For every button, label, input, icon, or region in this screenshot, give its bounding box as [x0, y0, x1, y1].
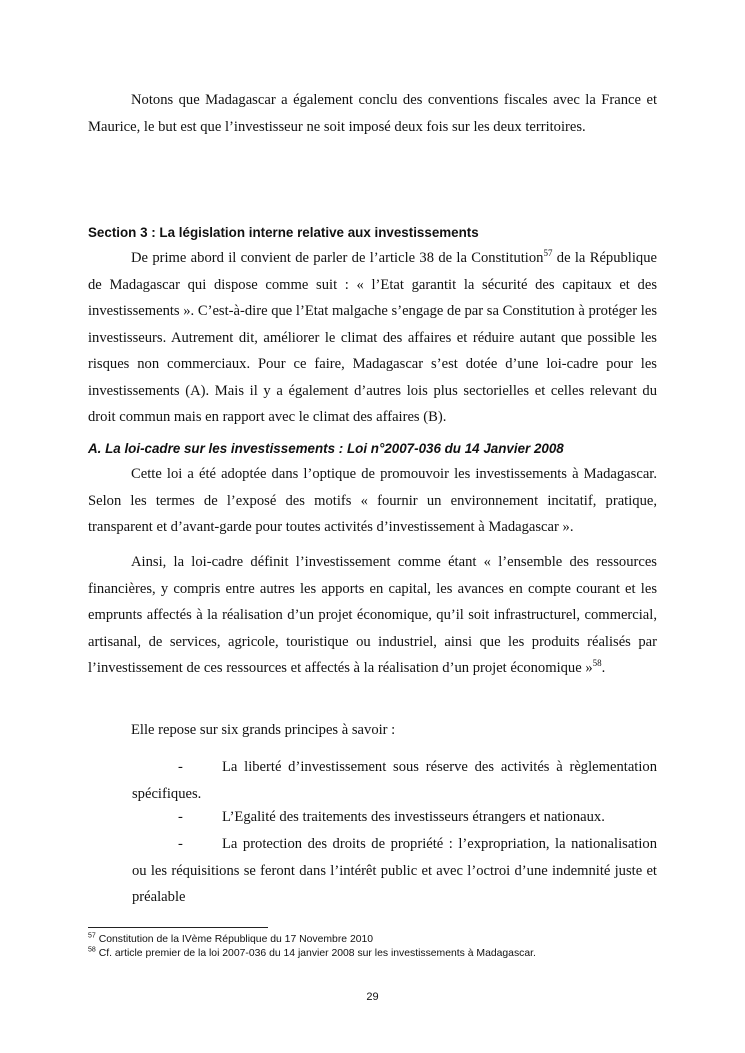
bullet-dash: - — [178, 809, 183, 825]
subsection-a-heading: A. La loi-cadre sur les investissements : Loi n°2007-036 du 14 Janvier 2008 — [88, 441, 564, 456]
paragraph-text: De prime abord il convient de parler de l’article 38 de la Constitution — [131, 250, 544, 266]
bullet-dash: - — [178, 836, 183, 852]
bullet-item-egalite — [132, 804, 657, 831]
footnote-58 — [88, 947, 688, 961]
paragraph-text: Notons que Madagascar a également conclu des conventions fiscales avec la France et Maurice, le but est que l’investisseur ne soit imposé deux fois sur les deux territoires. — [88, 92, 657, 135]
footnote-number: 58 — [88, 946, 96, 954]
paragraph-loi-adoptee — [88, 461, 657, 541]
paragraph-definition-investissement — [88, 549, 657, 682]
bullet-item-protection — [132, 831, 657, 911]
section-3-heading: Section 3 : La législation interne relative aux investissements — [88, 225, 479, 240]
footnote-divider — [88, 927, 268, 928]
paragraph-text: Elle repose sur six grands principes à savoir : — [131, 722, 396, 738]
paragraph-text: Cette loi a été adoptée dans l’optique de promouvoir les investissements à Madagascar. Selon les termes de l’exposé des motifs « fournir un environnement incitatif, pratique, transparent et d’avant-garde pour toutes activités d’investissement à Madagascar ». — [88, 466, 657, 535]
paragraph-conventions-fiscales — [88, 87, 657, 140]
paragraph-text: Ainsi, la loi-cadre définit l’investissement comme étant « l’ensemble des ressources financières, y compris entre autres les apports en capital, les avances en compte courant et les emprunts affectés à la réalisation d’un projet économique, qu’il soit infrastructurel, commercial, artisanal, de services, agricole, touristique ou industriel, ainsi que les produits réalisés par l’investissement de ces ressources et affectés à la réalisation d’un projet économique » — [88, 554, 657, 676]
footnote-text: Constitution de la IVème République du 17 Novembre 2010 — [98, 934, 374, 945]
paragraph-six-principes — [88, 717, 657, 744]
bullet-item-liberte — [132, 754, 657, 807]
footnote-ref-58[interactable]: 58 — [592, 658, 602, 669]
footnote-text: Cf. article premier de la loi 2007-036 du 14 janvier 2008 sur les investissements à Madagascar. — [98, 948, 536, 959]
bullet-text: L’Egalité des traitements des investisseurs étrangers et nationaux. — [222, 809, 605, 825]
paragraph-article-38 — [88, 245, 657, 431]
page-number: 29 — [366, 991, 379, 1003]
paragraph-text: de la République de Madagascar qui dispose comme suit : « l’Etat garantit la sécurité des capitaux et des investissements ». C’est-à-dire que l’Etat malgache s’engage de par sa Constitution à protéger les investisseurs. Autrement dit, améliorer le climat des affaires et réduire autant que possible les risques non commerciaux. Pour ce faire, Madagascar s’est dotée d’une loi-cadre pour les investissements (A). Mais il y a également d’autres lois plus sectorielles et celles relevant du droit commun mais en rapport avec le climat des affaires (B). — [88, 250, 657, 425]
footnote-number: 57 — [88, 932, 96, 940]
footnote-57 — [88, 933, 688, 947]
paragraph-text: . — [601, 660, 606, 676]
footnote-ref-57[interactable]: 57 — [543, 248, 553, 259]
bullet-text: La protection des droits de propriété : l’expropriation, la nationalisation ou les réquisitions se feront dans l’intérêt public et avec l’octroi d’une indemnité juste et préalable — [132, 836, 657, 905]
bullet-text: La liberté d’investissement sous réserve des activités à règlementation spécifiques. — [132, 759, 657, 802]
bullet-dash: - — [178, 759, 183, 775]
